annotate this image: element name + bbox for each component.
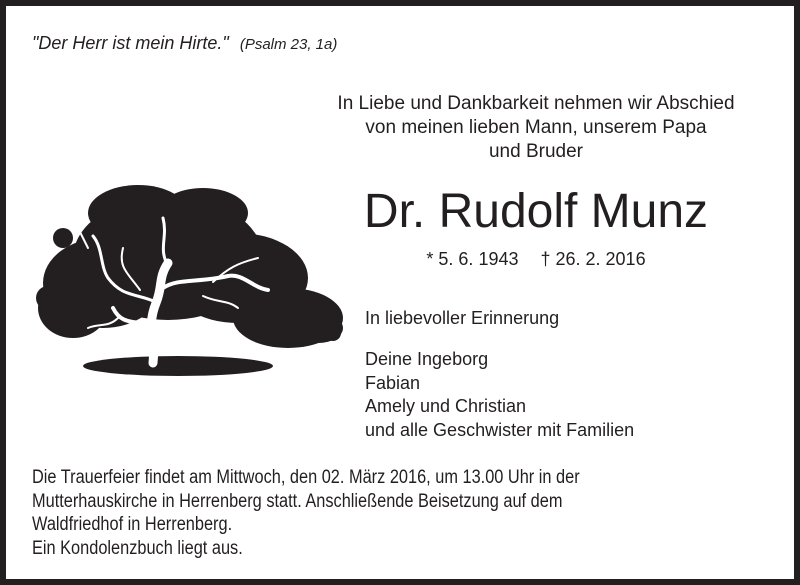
notice-line: Die Trauerfeier findet am Mittwoch, den 02. März 2016, um 13.00 Uhr in der xyxy=(32,467,580,488)
life-dates xyxy=(306,249,766,270)
family-member: Fabian xyxy=(365,372,421,393)
obituary-card xyxy=(6,6,794,579)
notice-line: Waldfriedhof in Herrenberg. xyxy=(32,514,233,535)
notice-line: Ein Kondolenzbuch liegt aus. xyxy=(32,537,243,559)
intro-line: und Bruder xyxy=(488,141,583,162)
birth-date: * 5. 6. 1943 xyxy=(426,249,519,269)
tree-icon xyxy=(28,178,348,383)
intro-line: von meinen lieben Mann, unserem Papa xyxy=(365,117,707,138)
family-member: und alle Geschwister mit Familien xyxy=(365,419,635,440)
memory-line: In liebevoller Erinnerung xyxy=(365,308,560,328)
deceased-name: Dr. Rudolf Munz xyxy=(363,185,709,238)
notice-line: Mutterhauskirche in Herrenberg statt. Anschließende Beisetzung auf dem xyxy=(32,490,563,512)
bible-motto xyxy=(32,33,337,54)
family-member: Amely und Christian xyxy=(365,396,527,416)
motto-quote: "Der Herr ist mein Hirte." xyxy=(32,33,229,53)
family-list xyxy=(365,348,634,442)
family-member: Deine Ingeborg xyxy=(365,349,489,369)
intro-line: In Liebe und Dankbarkeit nehmen wir Abschied xyxy=(337,93,735,114)
intro-text xyxy=(306,92,766,164)
funeral-notice xyxy=(32,466,580,560)
death-date: † 26. 2. 2016 xyxy=(540,249,646,269)
motto-reference: (Psalm 23, 1a) xyxy=(239,36,338,53)
